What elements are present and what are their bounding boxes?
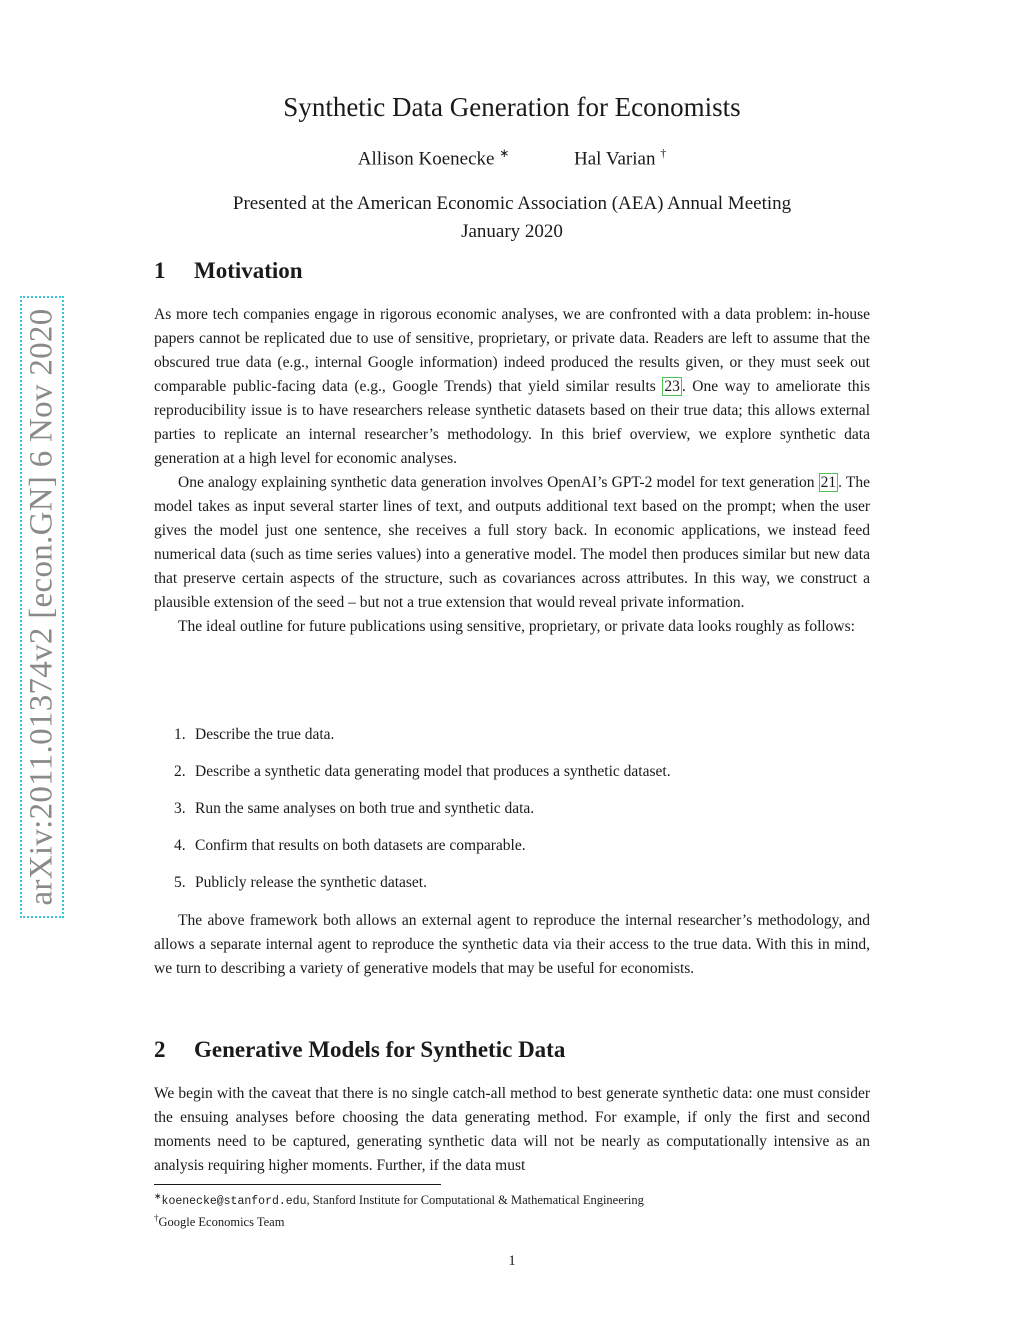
paragraph: We begin with the caveat that there is no single catch-all method to best generate synthetic data: one must consider the ensuing analyses before choosing the data generating method. For example, if only the first and second moments need to be captured, generating synthetic data will not be nearly as computationally intensive as an analysis requiring higher moments. Further, if the data must [154, 1085, 870, 1174]
citation-link[interactable]: 21 [820, 474, 837, 491]
list-item: 5. Publicly release the synthetic dataset. [174, 874, 427, 891]
section-heading-generative-models [154, 1037, 565, 1063]
framework-paragraph [154, 909, 870, 981]
venue-date: January 2020 [461, 221, 563, 242]
footnotes [154, 1188, 644, 1231]
venue-note [0, 190, 1024, 246]
footnote-varian: †Google Economics Team [154, 1213, 285, 1230]
author-varian [574, 146, 666, 170]
author-footnote-mark[interactable]: ∗ [499, 146, 510, 160]
paper-title: Synthetic Data Generation for Economists [283, 92, 741, 122]
citation-link[interactable]: 23 [664, 378, 680, 395]
list-item: 4. Confirm that results on both datasets are comparable. [174, 837, 526, 854]
arxiv-identifier: arXiv:2011.01374v2 [econ.GN] 6 Nov 2020 [23, 308, 60, 906]
section-number: 2 [154, 1037, 166, 1062]
list-item: 3. Run the same analyses on both true and synthetic data. [174, 800, 535, 817]
arxiv-stamp[interactable] [20, 296, 64, 918]
author-footnote-mark[interactable]: † [660, 146, 667, 160]
author-koenecke [358, 146, 509, 170]
email-link[interactable]: koenecke@stanford.edu [161, 1195, 307, 1209]
list-item: 2. Describe a synthetic data generating model that produces a synthetic dataset. [174, 763, 671, 780]
paragraph: The ideal outline for future publications using sensitive, proprietary, or private data looks roughly as follows: [178, 618, 855, 635]
generative-models-paragraph [154, 1082, 870, 1178]
outline-list [174, 723, 671, 908]
paragraph: The above framework both allows an external agent to reproduce the internal researcher’s methodology, and allows a separate internal agent to reproduce the synthetic data via their access to the true data. With this in mind, we turn to describing a variety of generative models that may be useful for economists. [154, 912, 870, 977]
author-list [0, 146, 1024, 170]
author-name: Hal Varian [574, 148, 656, 170]
footnote-koenecke: ∗koenecke@stanford.edu, Stanford Institute for Computational & Mathematical Engineering [154, 1191, 644, 1209]
paragraph: One analogy explaining synthetic data generation involves OpenAI’s GPT-2 model for text generation 21 . The model takes as input several starter lines of text, and outputs additional text based on the prompt; when the user gives the model just one sentence, she receives a full story back. In economic applications, we instead feed numerical data (such as time series values) into a generative model. The model then produces similar but new data that preserve certain aspects of the structure, such as covariances across attributes. In this way, we construct a plausible extension of the seed – but not a true extension that would reveal private information. [154, 474, 870, 611]
motivation-paragraphs [154, 303, 870, 639]
section-title: Generative Models for Synthetic Data [194, 1037, 566, 1062]
author-name: Allison Koenecke [357, 148, 495, 170]
list-item: 1. Describe the true data. [174, 726, 335, 743]
venue-line: Presented at the American Economic Association (AEA) Annual Meeting [232, 193, 792, 214]
section-title: Motivation [194, 258, 303, 283]
section-heading-motivation [154, 258, 303, 284]
page-number: 1 [508, 1253, 516, 1269]
section-number: 1 [154, 258, 166, 283]
paragraph: As more tech companies engage in rigorous economic analyses, we are confronted with a data problem: in-house papers cannot be replicated due to use of sensitive, proprietary, or private data. Readers are left to assume that the obscured true data (e.g., internal Google information) indeed produced the results given, or they must seek out comparable public-facing data (e.g., Google Trends) that yield similar results 23 . One way to ameliorate this reproducibility issue is to have researchers release synthetic datasets based on their true data; this allows external parties to replicate an internal researcher’s methodology. In this brief overview, we explore synthetic data generation at a high level for economic analyses. [154, 306, 870, 467]
footnote-divider [154, 1184, 441, 1185]
